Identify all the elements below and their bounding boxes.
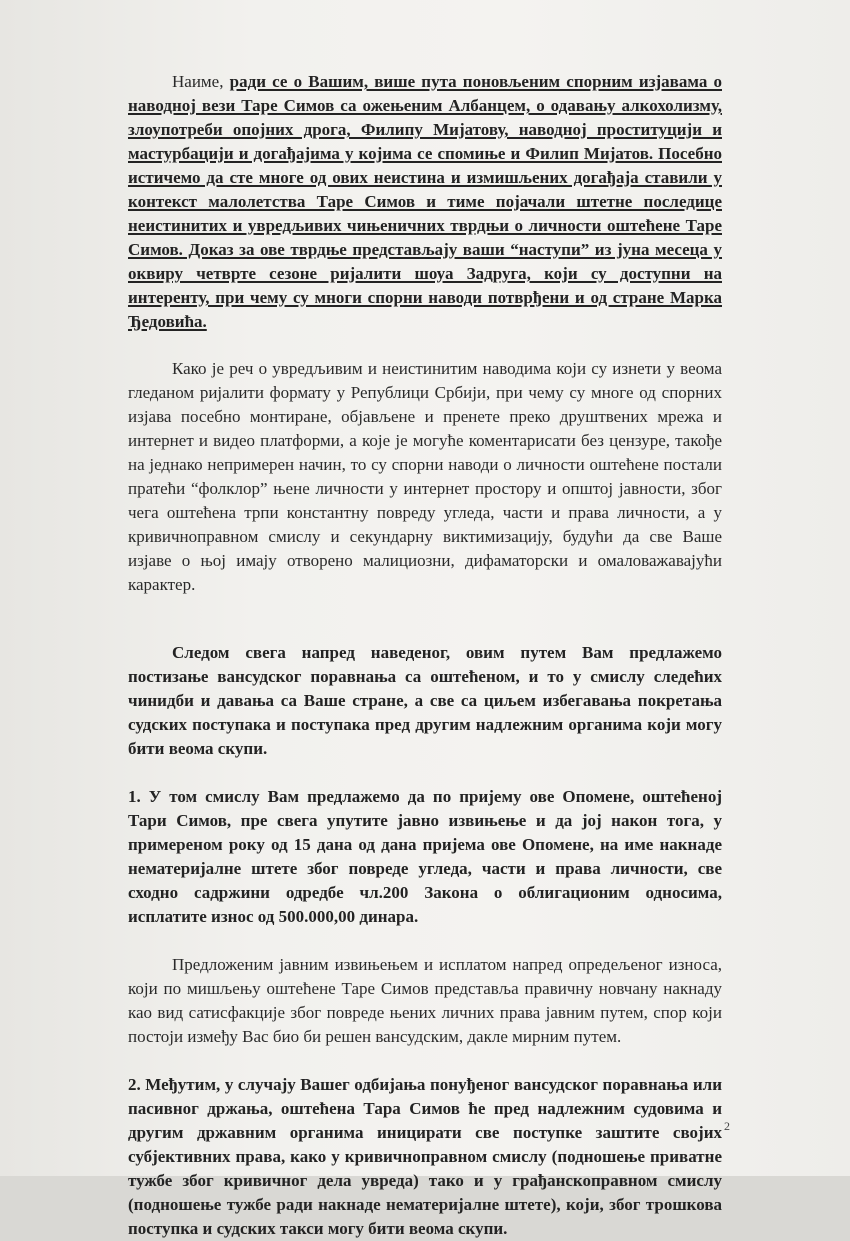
paragraph-apology-payment: Предложеним јавним извињењем и исплатом напред опредељеног износа, који по мишљењу оштећене Таре Симов представља правичну новчану накнаду као вид сатисфакције због повреде њених личних права јавним путем, спор који постоји између Вас био би решен вансудским, дакле мирним путем. [128, 955, 722, 1046]
paragraph-settlement-proposal: Следом свега напред наведеног, овим путем Вам предлажемо постизање вансудског поравнања са оштећеном, и то у смислу следећих чинидби и давања са Ваше стране, а све са циљем избегавања покретања судских поступака и поступака пред другим надлежним органима који могу бити веома скупи. [128, 643, 722, 758]
paragraph-point-2: 2. Међутим, у случају Вашег одбијања понуђеног вансудског поравнања или пасивног држања, оштећена Тара Симов ће пред надлежним судовима и другим државним органима иницирати све поступке заштите својих субјективних права, како у кривичноправном смислу (подношење приватне тужбе због кривичног дела увреда) тако и у грађанскоправном смислу (подношење тужбе ради накнаде нематеријалне штете), који, због трошкова поступка и судских такси могу бити веома скупи. [128, 1075, 722, 1238]
spacer [128, 761, 722, 785]
paragraph-reality-format: Како је реч о увредљивим и неистинитим наводима који су изнети у веома гледаном ријалити формату у Републици Србији, при чему су многе од спорних изјава посебно монтиране, објављене и пренете преко друштвених мрежа и интернет и видео платформи, а које је могуће коментарисати без цензуре, такође на једнако непримерен начин, то су спорни наводи о личности оштећене постали пратећи “фолклор” њене личности у интернет простору и општој јавности, због чега оштећена трпи константну повреду угледа, части и права личности, а у кривичноправном смислу и секундарну виктимизацију, будући да све Ваше изјаве о њој имају отворено малициозни, дифаматорски и омаловажавајући карактер. [128, 359, 722, 594]
spacer [128, 929, 722, 953]
page-number: 2 [724, 1119, 730, 1133]
paragraph-point-1: 1. У том смислу Вам предлажемо да по пријему ове Опомене, оштећеној Тари Симов, пре свега упутите јавно извињење и да јој након тога, у примереном року од 15 дана од дана пријема ове Опомене, на име накнаде нематеријалне штете због повреде угледа, части и права личности, све сходно садржини одредбе чл.200 Закона о облигационим односима, исплатите износ од 500.000,00 динара. [128, 787, 722, 926]
spacer [128, 597, 722, 641]
spacer [128, 334, 722, 357]
paragraph-claims-underlined: ради се о Вашим, више пута поновљеним спорним изјавама о наводној вези Таре Симов са ожењеним Албанцем, о одавању алкохолизму, злоупотреби опојних дрога, Филипу Мијатову, наводној проституцији и мастурбацији и догађајима у којима се спомиње и Филип Мијатов. Посебно истичемо да сте многе од ових неистина и измишљених догађаја ставили у контекст малолетства Таре Симов и тиме појачали штетне последице неистинитих и увредљивих чињеничних тврдњи о личности оштећене Таре Симов. Доказ за ове тврдње представљају ваши “наступи” из јуна месеца у оквиру четврте сезоне ријалити шоуа Задруга, који су доступни на интеренту, при чему су многи спорни наводи потврђени и од стране Марка Ђедовића. [128, 72, 722, 331]
spacer [128, 1049, 722, 1073]
paragraph-claims [128, 70, 722, 334]
paragraph-claims-lead: Наиме, [172, 72, 230, 91]
